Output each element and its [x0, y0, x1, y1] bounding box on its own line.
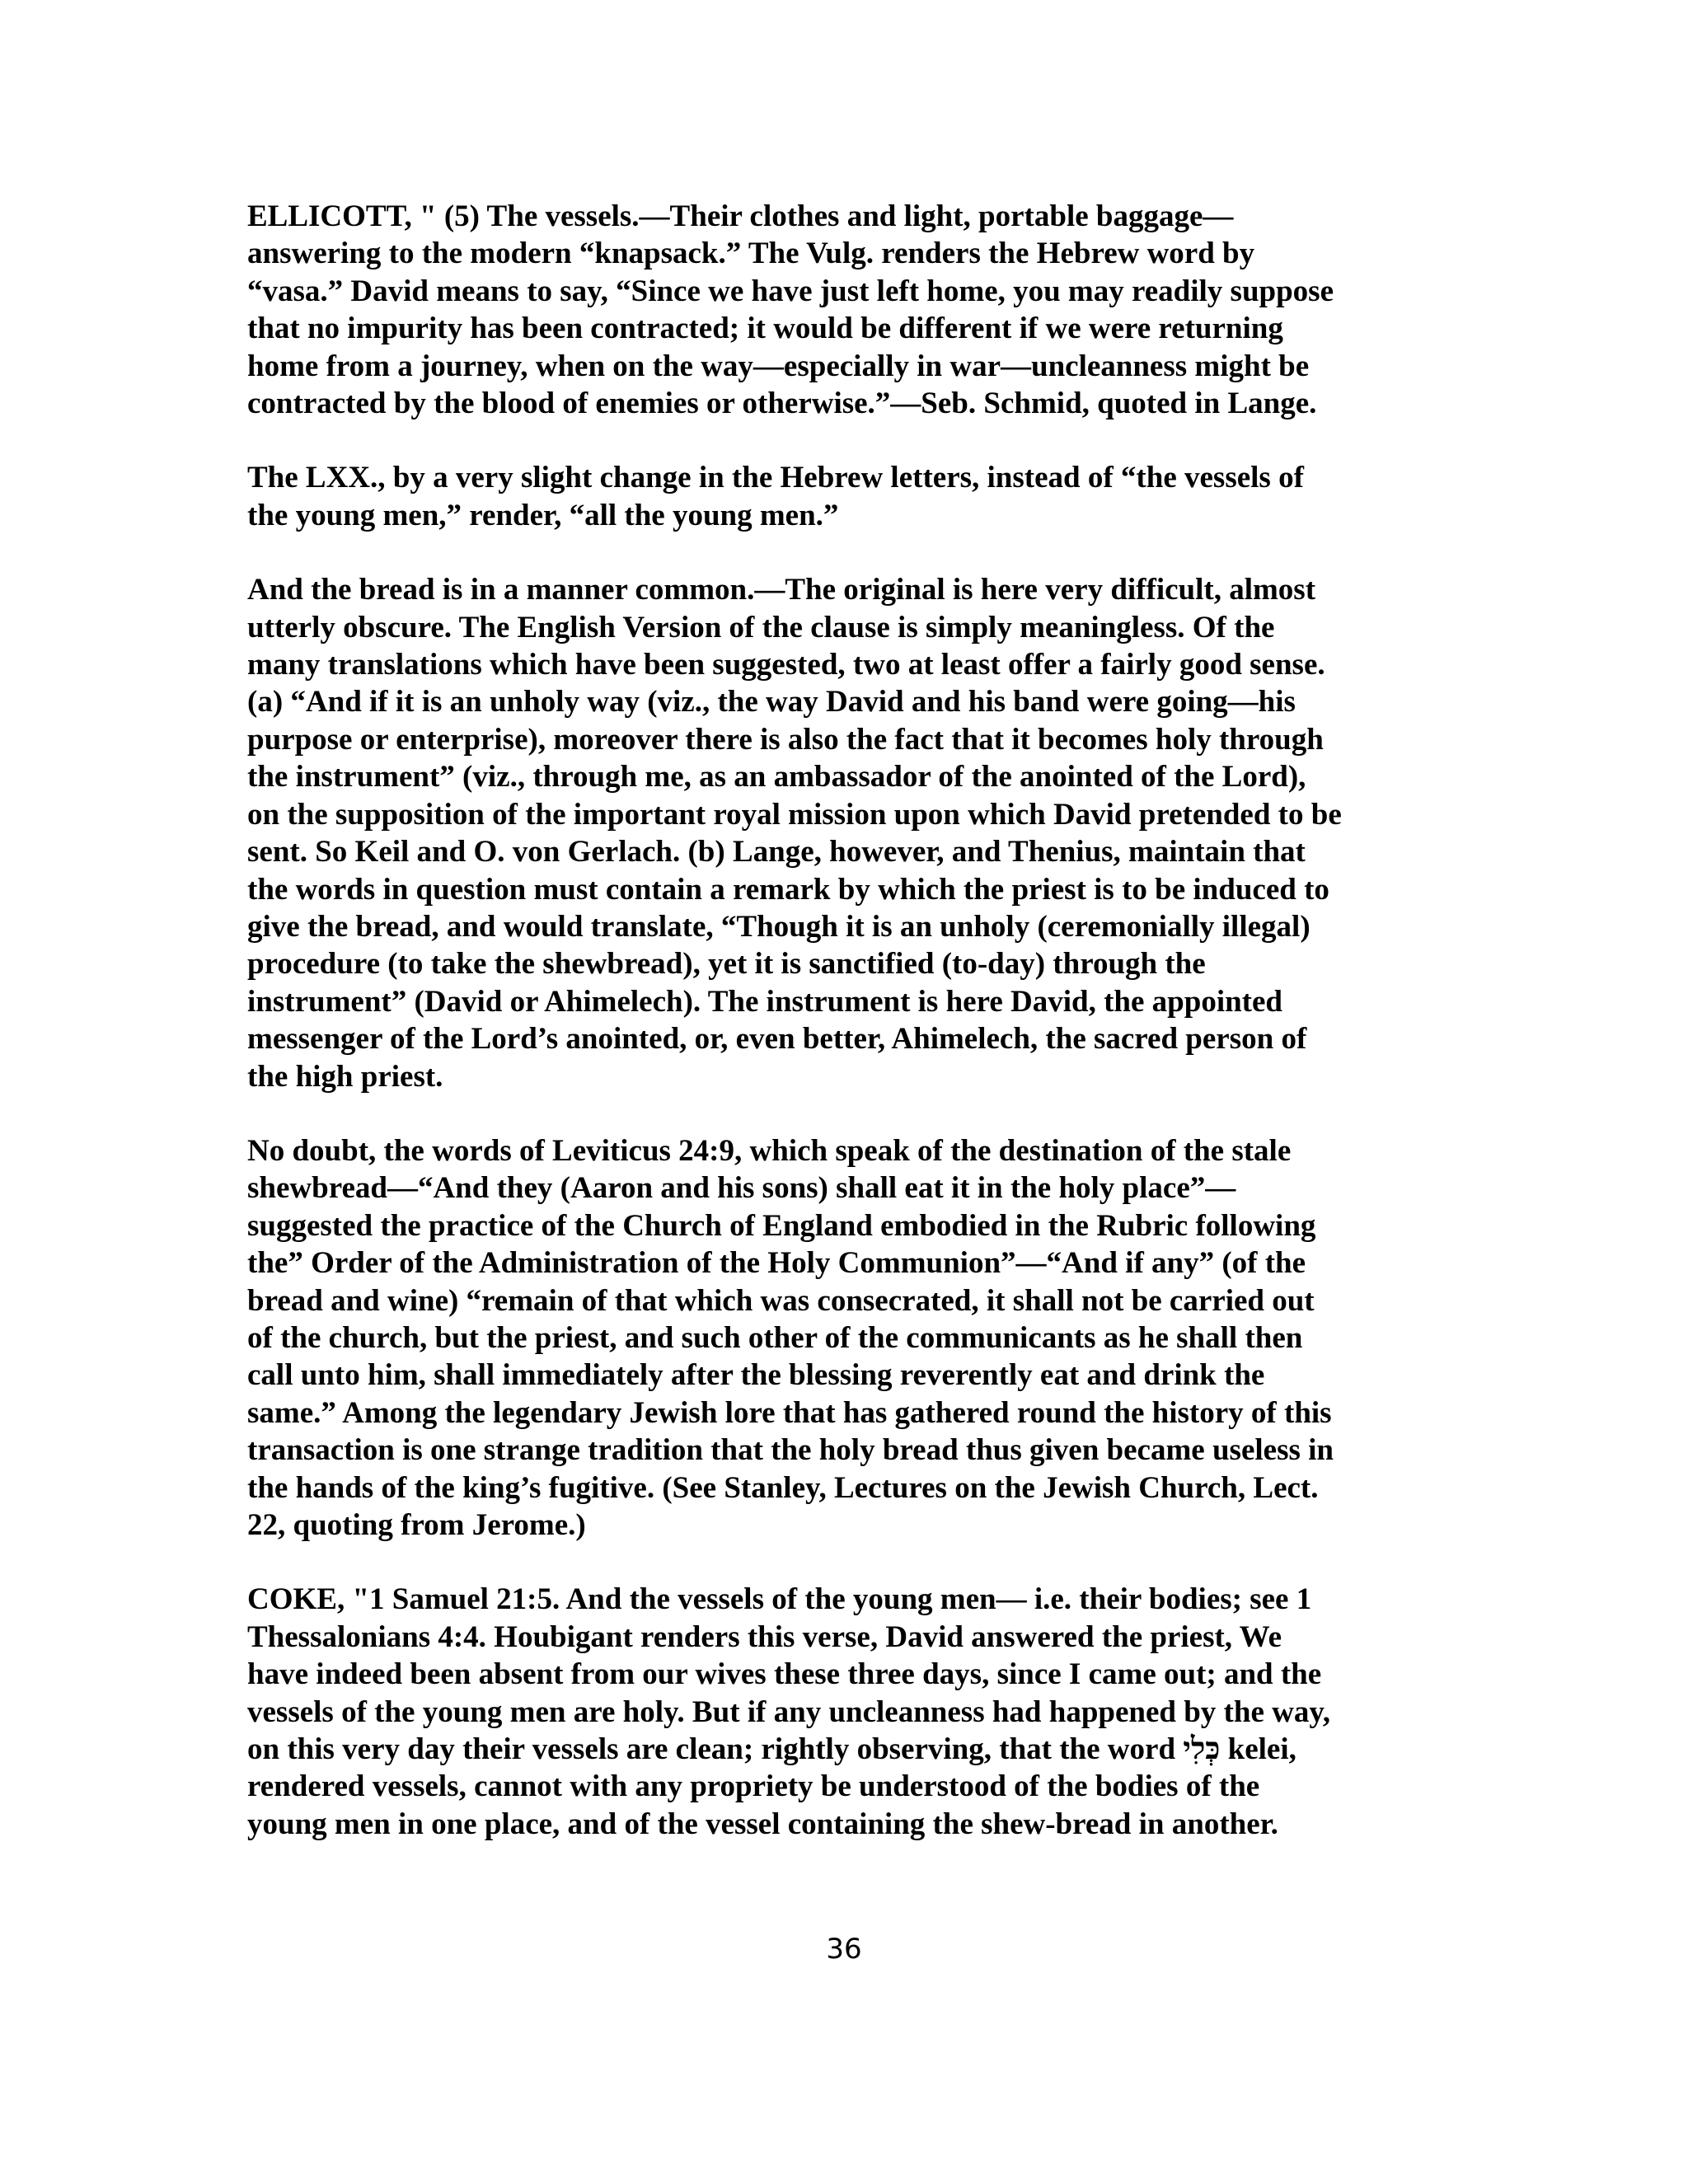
page-content — [247, 198, 1442, 1880]
paragraph-bread-common: And the bread is in a manner common.—The original is here very difficult, almost utterly obscure. The English Version of the clause is simply meaningless. Of the many translations which have been suggested, two at least offer a fairly good sense. (a) “And if it is an unholy way (viz., the way David and his band were going—his purpose or enterprise), moreover there is also the fact that it becomes holy through the instrument” (viz., through me, as an ambassador of the anointed of the Lord), on the supposition of the important royal mission upon which David pretended to be sent. So Keil and O. von Gerlach. (b) Lange, however, and Thenius, maintain that the words in question must contain a remark by which the priest is to be induced to give the bread, and would translate, “Though it is an unholy (ceremonially illegal) procedure (to take the shewbread), yet it is sanctified (to-day) through the instrument” (David or Ahimelech). The instrument is here David, the appointed messenger of the Lord’s anointed, or, even better, Ahimelech, the sacred person of the high priest. — [247, 573, 1342, 1094]
paragraph-ellicott-vessels: ELLICOTT, " (5) The vessels.—Their clothes and light, portable baggage— answering to the modern “knapsack.” The Vulg. renders the Hebrew word by “vasa.” David means to say, “Since we have just left home, you may readily suppose that no impurity has been contracted; it would be different if we were returning home from a journey, when on the way—especially in war—uncleanness might be contracted by the blood of enemies or otherwise.”—Seb. Schmid, quoted in Lange. — [247, 199, 1334, 421]
paragraph-lxx: The LXX., by a very slight change in the Hebrew letters, instead of “the vessels of the young men,” render, “all the young men.” — [247, 461, 1304, 532]
page-number: 36 — [826, 1933, 862, 1966]
paragraph-coke: COKE, "1 Samuel 21:5. And the vessels of the young men— i.e. their bodies; see 1 Thessalonians 4:4. Houbigant renders this verse, David answered the priest, We have indeed been absent from our wives these three days, since I came out; and the vessels of the young men are holy. But if any uncleanness had happened by the way, on this very day their vessels are clean; rightly observing, that the word כְּלִי kelei, rendered vessels, cannot with any propriety be understood of the bodies of the young men in one place, and of the vessel containing the shew-bread in another. — [247, 1582, 1331, 1841]
paragraph-leviticus: No doubt, the words of Leviticus 24:9, which speak of the destination of the stale shewbread—“And they (Aaron and his sons) shall eat it in the holy place”— suggested the practice of the Church of England embodied in the Rubric following the” Order of the Administration of the Holy Communion”—“And if any” (of the bread and wine) “remain of that which was consecrated, it shall not be carried out of the church, but the priest, and such other of the communicants as he shall then call unto him, shall immediately after the blessing reverently eat and drink the same.” Among the legendary Jewish lore that has gathered round the history of this transaction is one strange tradition that the holy bread thus given became useless in the hands of the king’s fugitive. (See Stanley, Lectures on the Jewish Church, Lect. 22, quoting from Jerome.) — [247, 1133, 1334, 1542]
